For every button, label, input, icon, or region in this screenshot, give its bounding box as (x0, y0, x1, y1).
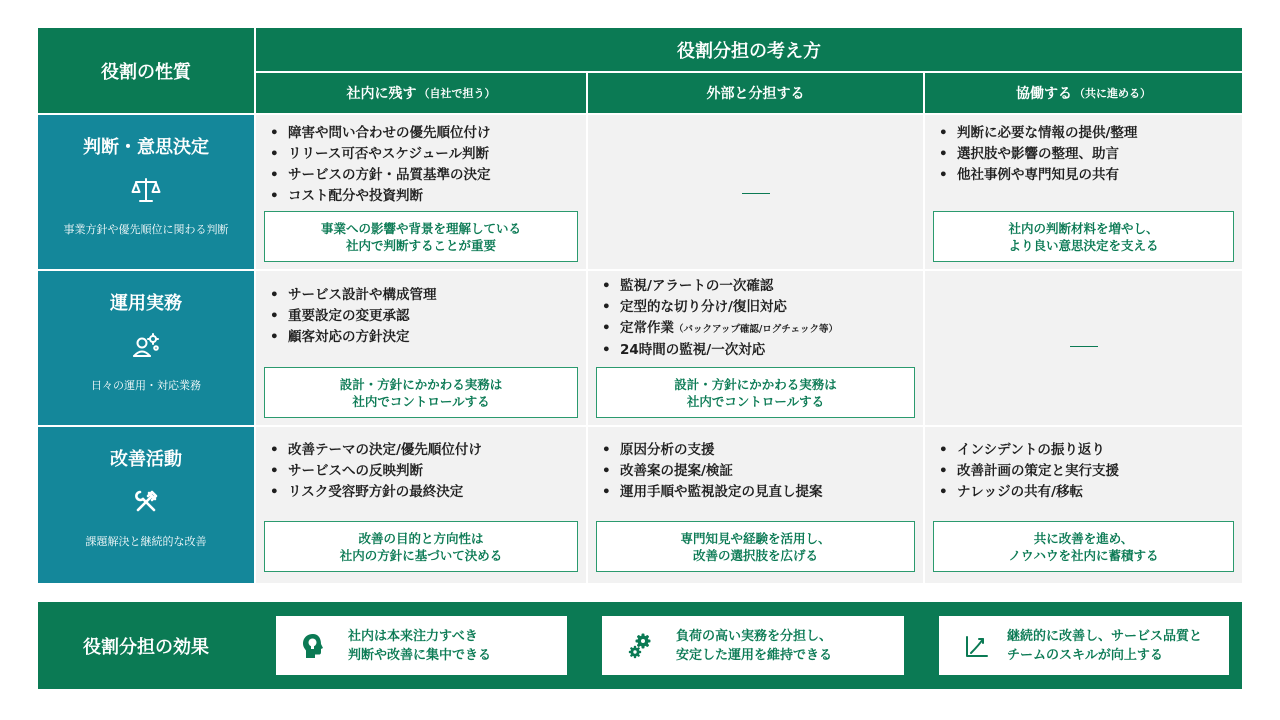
bullet-list (588, 271, 923, 361)
summary-line: より良い意思決定を支える (1008, 237, 1159, 253)
column-header-share (588, 73, 923, 113)
effect-card (939, 616, 1229, 675)
cell-improvement-share (588, 427, 923, 583)
effect-text (1007, 627, 1202, 665)
bullet-list (588, 427, 923, 503)
gears-icon (628, 633, 652, 659)
row-header-decision (38, 115, 254, 269)
row-title: 改善活動 (110, 449, 182, 470)
cell-operations-keep (256, 271, 586, 425)
operator-gears-icon (131, 331, 161, 361)
bullet-list (925, 427, 1242, 503)
empty-dash (742, 193, 770, 194)
row-header-operations (38, 271, 254, 425)
cell-decision-keep (256, 115, 586, 269)
effect-text (676, 627, 832, 665)
summary-box (264, 211, 578, 262)
summary-line: 社内でコントロールする (352, 393, 490, 409)
row-title: 判断・意思決定 (83, 137, 209, 158)
list-item: • サービスの方針・品質基準の決定 (270, 165, 586, 186)
list-item: • 運用手順や監視設定の見直し提案 (602, 482, 923, 503)
summary-line: ノウハウを社内に蓄積する (1008, 547, 1159, 563)
effect-line: 負荷の高い実務を分担し、 (676, 628, 833, 644)
cell-decision-collaborate (925, 115, 1242, 269)
effects-title: 役割分担の効果 (83, 636, 209, 658)
cell-operations-collaborate (925, 271, 1242, 425)
summary-line: 事業への影響や背景を理解している (320, 220, 521, 236)
head-idea-icon (302, 633, 324, 659)
summary-line: 社内で判断することが重要 (345, 237, 496, 253)
summary-line: 設計・方針にかかわる実務は (339, 376, 503, 392)
cell-improvement-collaborate (925, 427, 1242, 583)
effect-card (276, 616, 567, 675)
summary-box (596, 367, 915, 418)
list-item: • サービスへの反映判断 (270, 461, 586, 482)
effect-line: チームのスキルが向上する (1007, 647, 1163, 663)
bullet-list (925, 115, 1242, 186)
column-header-collaborate (925, 73, 1242, 113)
column-header-label: 協働する (1016, 86, 1072, 102)
list-item: • リリース可否やスケジュール判断 (270, 144, 586, 165)
list-item: • 顧客対応の方針決定 (270, 327, 586, 348)
list-item: • 監視/アラートの一次確認 (602, 276, 923, 297)
list-item: • インシデントの振り返り (939, 440, 1242, 461)
summary-box (264, 521, 578, 572)
row-subtitle: 日々の運用・対応業務 (91, 379, 201, 392)
top-header: 役割分担の考え方 (256, 28, 1242, 71)
list-item: • 改善案の提案/検証 (602, 461, 923, 482)
summary-line: 改善の目的と方向性は (358, 530, 484, 546)
column-header-note: （共に進める） (1074, 87, 1151, 100)
summary-box (264, 367, 578, 418)
row-header-improvement (38, 427, 254, 583)
list-item (602, 318, 923, 340)
effect-card (602, 616, 904, 675)
list-item: • コスト配分や投資判断 (270, 186, 586, 207)
list-item-note: （バックアップ確認/ログチェック等） (674, 324, 839, 335)
row-subtitle: 事業方針や優先順位に関わる判断 (63, 223, 229, 236)
list-item: • 判断に必要な情報の提供/整理 (939, 123, 1242, 144)
summary-line: 社内の判断材料を増やし、 (1008, 220, 1159, 236)
column-header-note: （自社で担う） (418, 87, 496, 100)
effect-line: 判断や改善に集中できる (348, 647, 492, 663)
summary-box (596, 521, 915, 572)
list-item: • サービス設計や構成管理 (270, 285, 586, 306)
scale-icon (131, 175, 161, 205)
cell-decision-share (588, 115, 923, 269)
bullet-list (256, 271, 586, 348)
list-item: • 定型的な切り分け/復旧対応 (602, 297, 923, 318)
empty-dash (1070, 346, 1098, 347)
role-table (38, 28, 1242, 583)
column-header-label: 社内に残す (346, 86, 417, 102)
summary-line: 社内でコントロールする (686, 393, 825, 409)
summary-box (933, 211, 1234, 262)
list-item: • 他社事例や専門知見の共有 (939, 165, 1242, 186)
column-header-label: 外部と分担する (706, 86, 805, 102)
column-header-keep (256, 73, 586, 113)
effect-text (348, 627, 491, 665)
list-item: • 原因分析の支援 (602, 440, 923, 461)
summary-line: 改善の選択肢を広げる (692, 547, 818, 563)
list-item: • リスク受容野方針の最終決定 (270, 482, 586, 503)
list-item: • 選択肢や影響の整理、助言 (939, 144, 1242, 165)
tools-icon (131, 487, 161, 517)
summary-line: 専門知見や経験を活用し、 (680, 530, 831, 546)
list-item-label: 定常作業 (620, 320, 674, 336)
summary-box (933, 521, 1234, 572)
list-item: • 重要設定の変更承認 (270, 306, 586, 327)
list-item: • 改善テーマの決定/優先順位付け (270, 440, 586, 461)
list-item: • 改善計画の策定と実行支援 (939, 461, 1242, 482)
summary-line: 設計・方針にかかわる実務は (674, 376, 837, 392)
cell-improvement-keep (256, 427, 586, 583)
effect-line: 社内は本来注力すべき (348, 628, 478, 644)
list-item: • ナレッジの共有/移転 (939, 482, 1242, 503)
bullet-list (256, 427, 586, 503)
summary-line: 社内の方針に基づいて決める (339, 547, 503, 563)
effect-line: 安定した運用を維持できる (676, 647, 833, 663)
effect-line: 継続的に改善し、サービス品質と (1007, 628, 1203, 644)
list-item: • 24時間の監視/一次対応 (602, 340, 923, 361)
corner-header: 役割の性質 (38, 28, 254, 113)
list-item: • 障害や問い合わせの優先順位付け (270, 123, 586, 144)
cell-operations-share (588, 271, 923, 425)
effects-band (38, 602, 1242, 689)
summary-line: 共に改善を進め、 (1033, 530, 1134, 546)
row-title: 運用実務 (110, 293, 182, 314)
bullet-list (256, 115, 586, 207)
row-subtitle: 課題解決と継続的な改善 (85, 535, 207, 548)
growth-chart-icon (965, 634, 989, 658)
